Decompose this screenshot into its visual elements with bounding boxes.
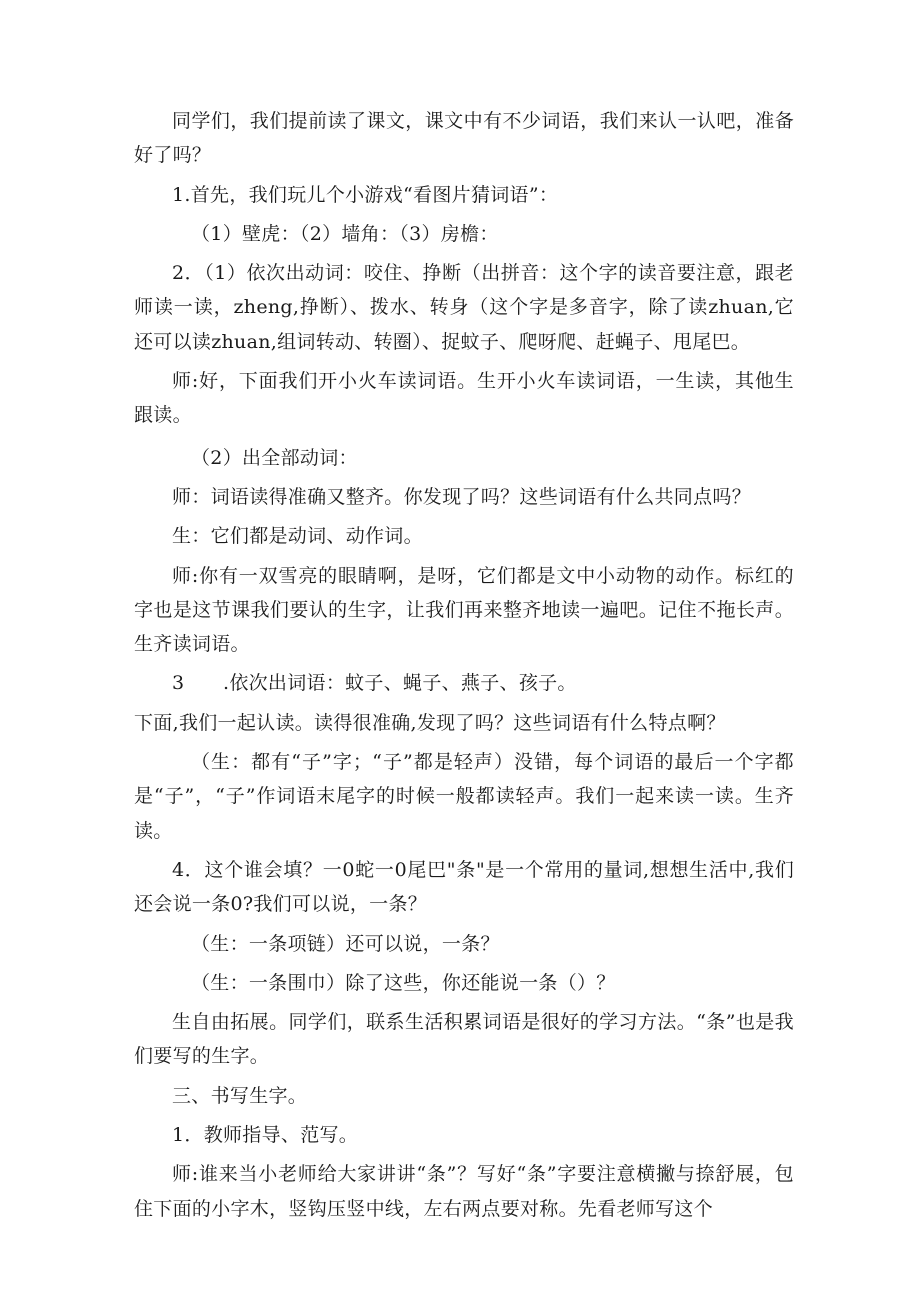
paragraph: （生：都有“子”字；“子”都是轻声）没错，每个词语的最后一个字都是“子”，“子”作词语末尾字的时候一般都读轻声。我们一起来读一读。生齐读。 [134,751,794,842]
paragraph: 1．教师指导、范写。 [172,1124,359,1147]
document-body [134,104,794,1226]
paragraph: （1）壁虎：（2）墙角：（3）房檐： [191,222,499,245]
paragraph: 2．（1）依次出动词：咬住、挣断（出拼音：这个字的读音要注意，跟老师读一读，zheng,挣断）、拨水、转身（这个字是多音字，除了读zhuan,它还可以读zhuan,组词转动、转圈）、捉蚊子、爬呀爬、赶蝇子、甩尾巴。 [134,262,794,353]
paragraph: （生：一条项链）还可以说，一条？ [191,932,500,955]
paragraph: （生：一条围巾）除了这些，你还能说一条（）？ [191,971,616,994]
paragraph: 同学们，我们提前读了课文，课文中有不少词语，我们来认一认吧，准备好了吗？ [134,110,794,167]
paragraph: 生自由拓展。同学们，联系生活积累词语是很好的学习方法。“条”也是我们要写的生字。 [134,1011,794,1068]
paragraph: 师:好，下面我们开小火车读词语。生开小火车读词语，一生读，其他生跟读。 [134,370,794,427]
paragraph: 3 .依次出词语：蚊子、蝇子、燕子、孩子。 [172,672,577,695]
paragraph: 生：它们都是动词、动作词。 [172,525,423,548]
paragraph: 师:谁来当小老师给大家讲讲“条”？写好“条”字要注意横撇与捺舒展，包住下面的小字木，竖钩压竖中线，左右两点要对称。先看老师写这个 [134,1163,794,1220]
paragraph: 师:你有一双雪亮的眼睛啊，是呀，它们都是文中小动物的动作。标红的字也是这节课我们要认的生字，让我们再来整齐地读一遍吧。记住不拖长声。生齐读词语。 [134,564,794,656]
paragraph: 4．这个谁会填？一0蛇一0尾巴"条"是一个常用的量词,想想生活中,我们还会说一条0?我们可以说，一条？ [134,858,794,916]
paragraph: 1.首先，我们玩儿个小游戏“看图片猜词语”： [172,183,559,206]
section-heading: 三、书写生字。 [172,1084,308,1107]
paragraph: 师：词语读得准确又整齐。你发现了吗？这些词语有什么共同点吗？ [172,485,752,508]
paragraph: 下面,我们一起认读。读得很准确,发现了吗？这些词语有什么特点啊？ [134,711,726,734]
paragraph: （2）出全部动词： [191,446,358,469]
